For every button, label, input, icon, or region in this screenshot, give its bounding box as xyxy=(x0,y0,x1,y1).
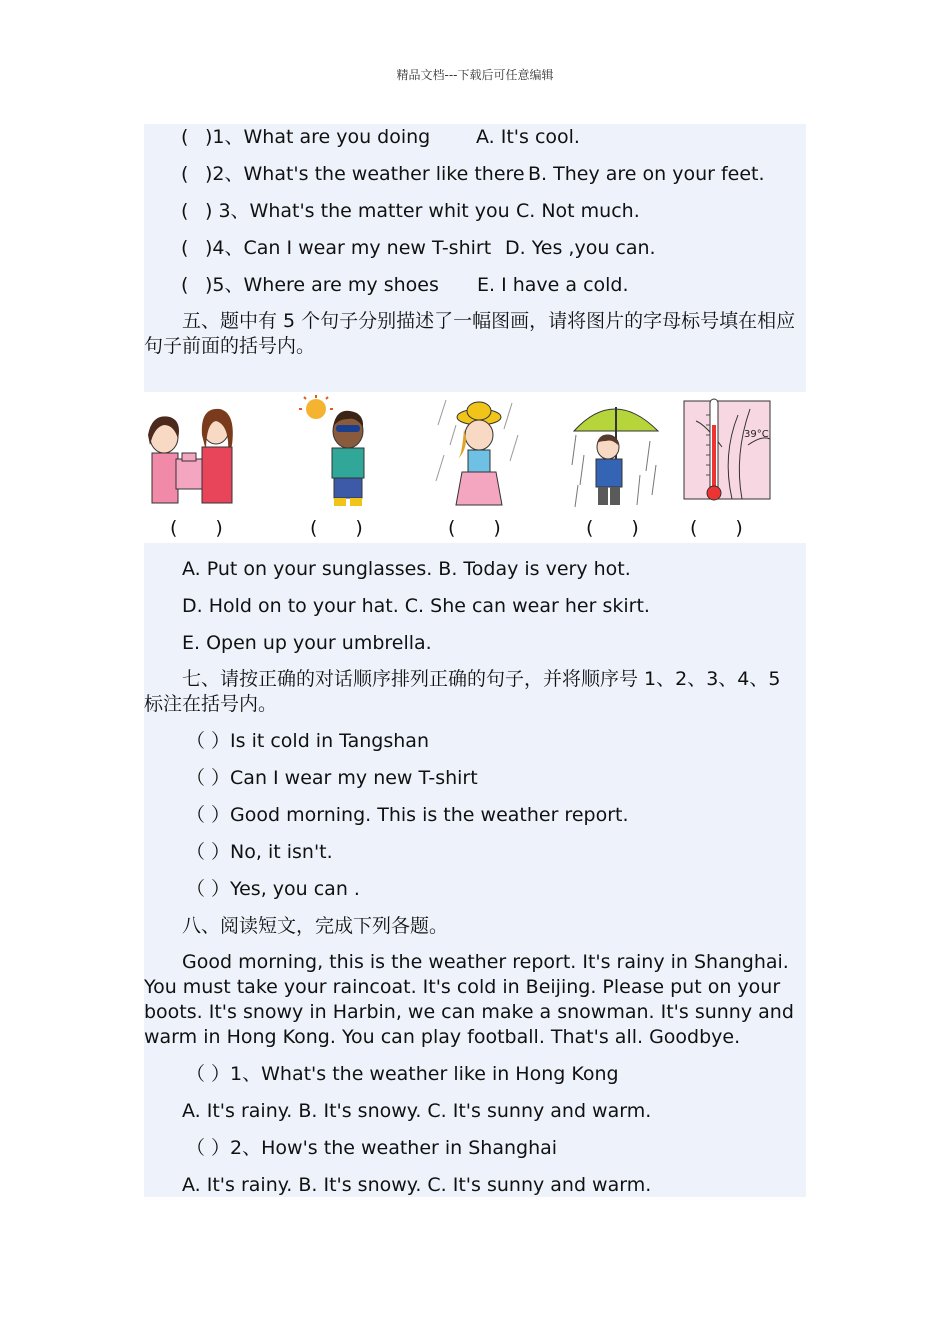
section5-option: A. Put on your sunglasses. B. Today is very hot. xyxy=(182,558,631,580)
match-paren: ( xyxy=(181,163,189,185)
girl-hat-wind-picture xyxy=(434,395,524,514)
picture-paren: ( ) xyxy=(448,517,501,539)
boy-sunglasses-sun-picture xyxy=(298,395,378,514)
match-question: )5、Where are my shoes xyxy=(205,274,439,296)
thermometer-label: 39°C xyxy=(744,429,769,440)
match-answer: A. It's cool. xyxy=(476,126,580,148)
dialog-line: （ ）No, it isn't. xyxy=(186,841,333,863)
match-question: )1、What are you doing xyxy=(205,126,431,148)
picture-paren: ( ) xyxy=(310,517,363,539)
picture-paren: ( ) xyxy=(586,517,639,539)
section-8-instruction: 八、阅读短文，完成下列各题。 xyxy=(182,915,449,937)
girls-shopping-picture xyxy=(144,395,239,514)
dialog-line: （ ）Can I wear my new T-shirt xyxy=(186,767,478,789)
thermometer-39c-picture xyxy=(682,395,772,514)
picture-paren: ( ) xyxy=(690,517,743,539)
match-paren: ( xyxy=(181,274,189,296)
picture-paren: ( ) xyxy=(170,517,223,539)
dialog-line: （ ）Good morning. This is the weather report. xyxy=(186,804,629,826)
match-paren: ( xyxy=(181,126,189,148)
match-paren: ( xyxy=(181,237,189,259)
page-header: 精品文档---下载后可任意编辑 xyxy=(396,68,554,82)
match-answer: D. Yes ,you can. xyxy=(505,237,656,259)
question-options: A. It's rainy. B. It's snowy. C. It's sunny and warm. xyxy=(182,1174,652,1196)
match-answer: C. Not much. xyxy=(516,200,640,222)
match-question: )2、What's the weather like there xyxy=(205,163,525,185)
question: （ ）1、What's the weather like in Hong Kong xyxy=(186,1063,619,1085)
dialog-line: （ ）Is it cold in Tangshan xyxy=(186,730,429,752)
boy-umbrella-rain-picture xyxy=(570,395,660,514)
match-question: )4、Can I wear my new T-shirt xyxy=(205,237,492,259)
match-answer: E. I have a cold. xyxy=(477,274,629,296)
section5-option: D. Hold on to your hat. C. She can wear her skirt. xyxy=(182,595,650,617)
picture-strip xyxy=(144,395,778,543)
section-7-instruction: 七、请按正确的对话顺序排列正确的句子，并将顺序号 1、2、3、4、5 标注在括号内。 xyxy=(144,668,781,715)
reading-passage: Good morning, this is the weather report. It's rainy in Shanghai. You must take your raincoat. It's cold in Beijing. Please put on your boots. It's snowy in Harbin, we can make a snowman. It's sunny and warm in Hong Kong. You can play football. That's all. Goodbye. xyxy=(144,951,794,1048)
section-5-instruction: 五、题中有 5 个句子分别描述了一幅图画，请将图片的字母标号填在相应句子前面的括号内。 xyxy=(144,310,796,357)
question-options: A. It's rainy. B. It's snowy. C. It's sunny and warm. xyxy=(182,1100,652,1122)
match-paren: ( xyxy=(181,200,189,222)
match-question: ) 3、What's the matter whit you xyxy=(205,200,510,222)
match-answer: B. They are on your feet. xyxy=(528,163,765,185)
dialog-line: （ ）Yes, you can . xyxy=(186,878,360,900)
question: （ ）2、How's the weather in Shanghai xyxy=(186,1137,558,1159)
section5-option: E. Open up your umbrella. xyxy=(182,632,432,654)
